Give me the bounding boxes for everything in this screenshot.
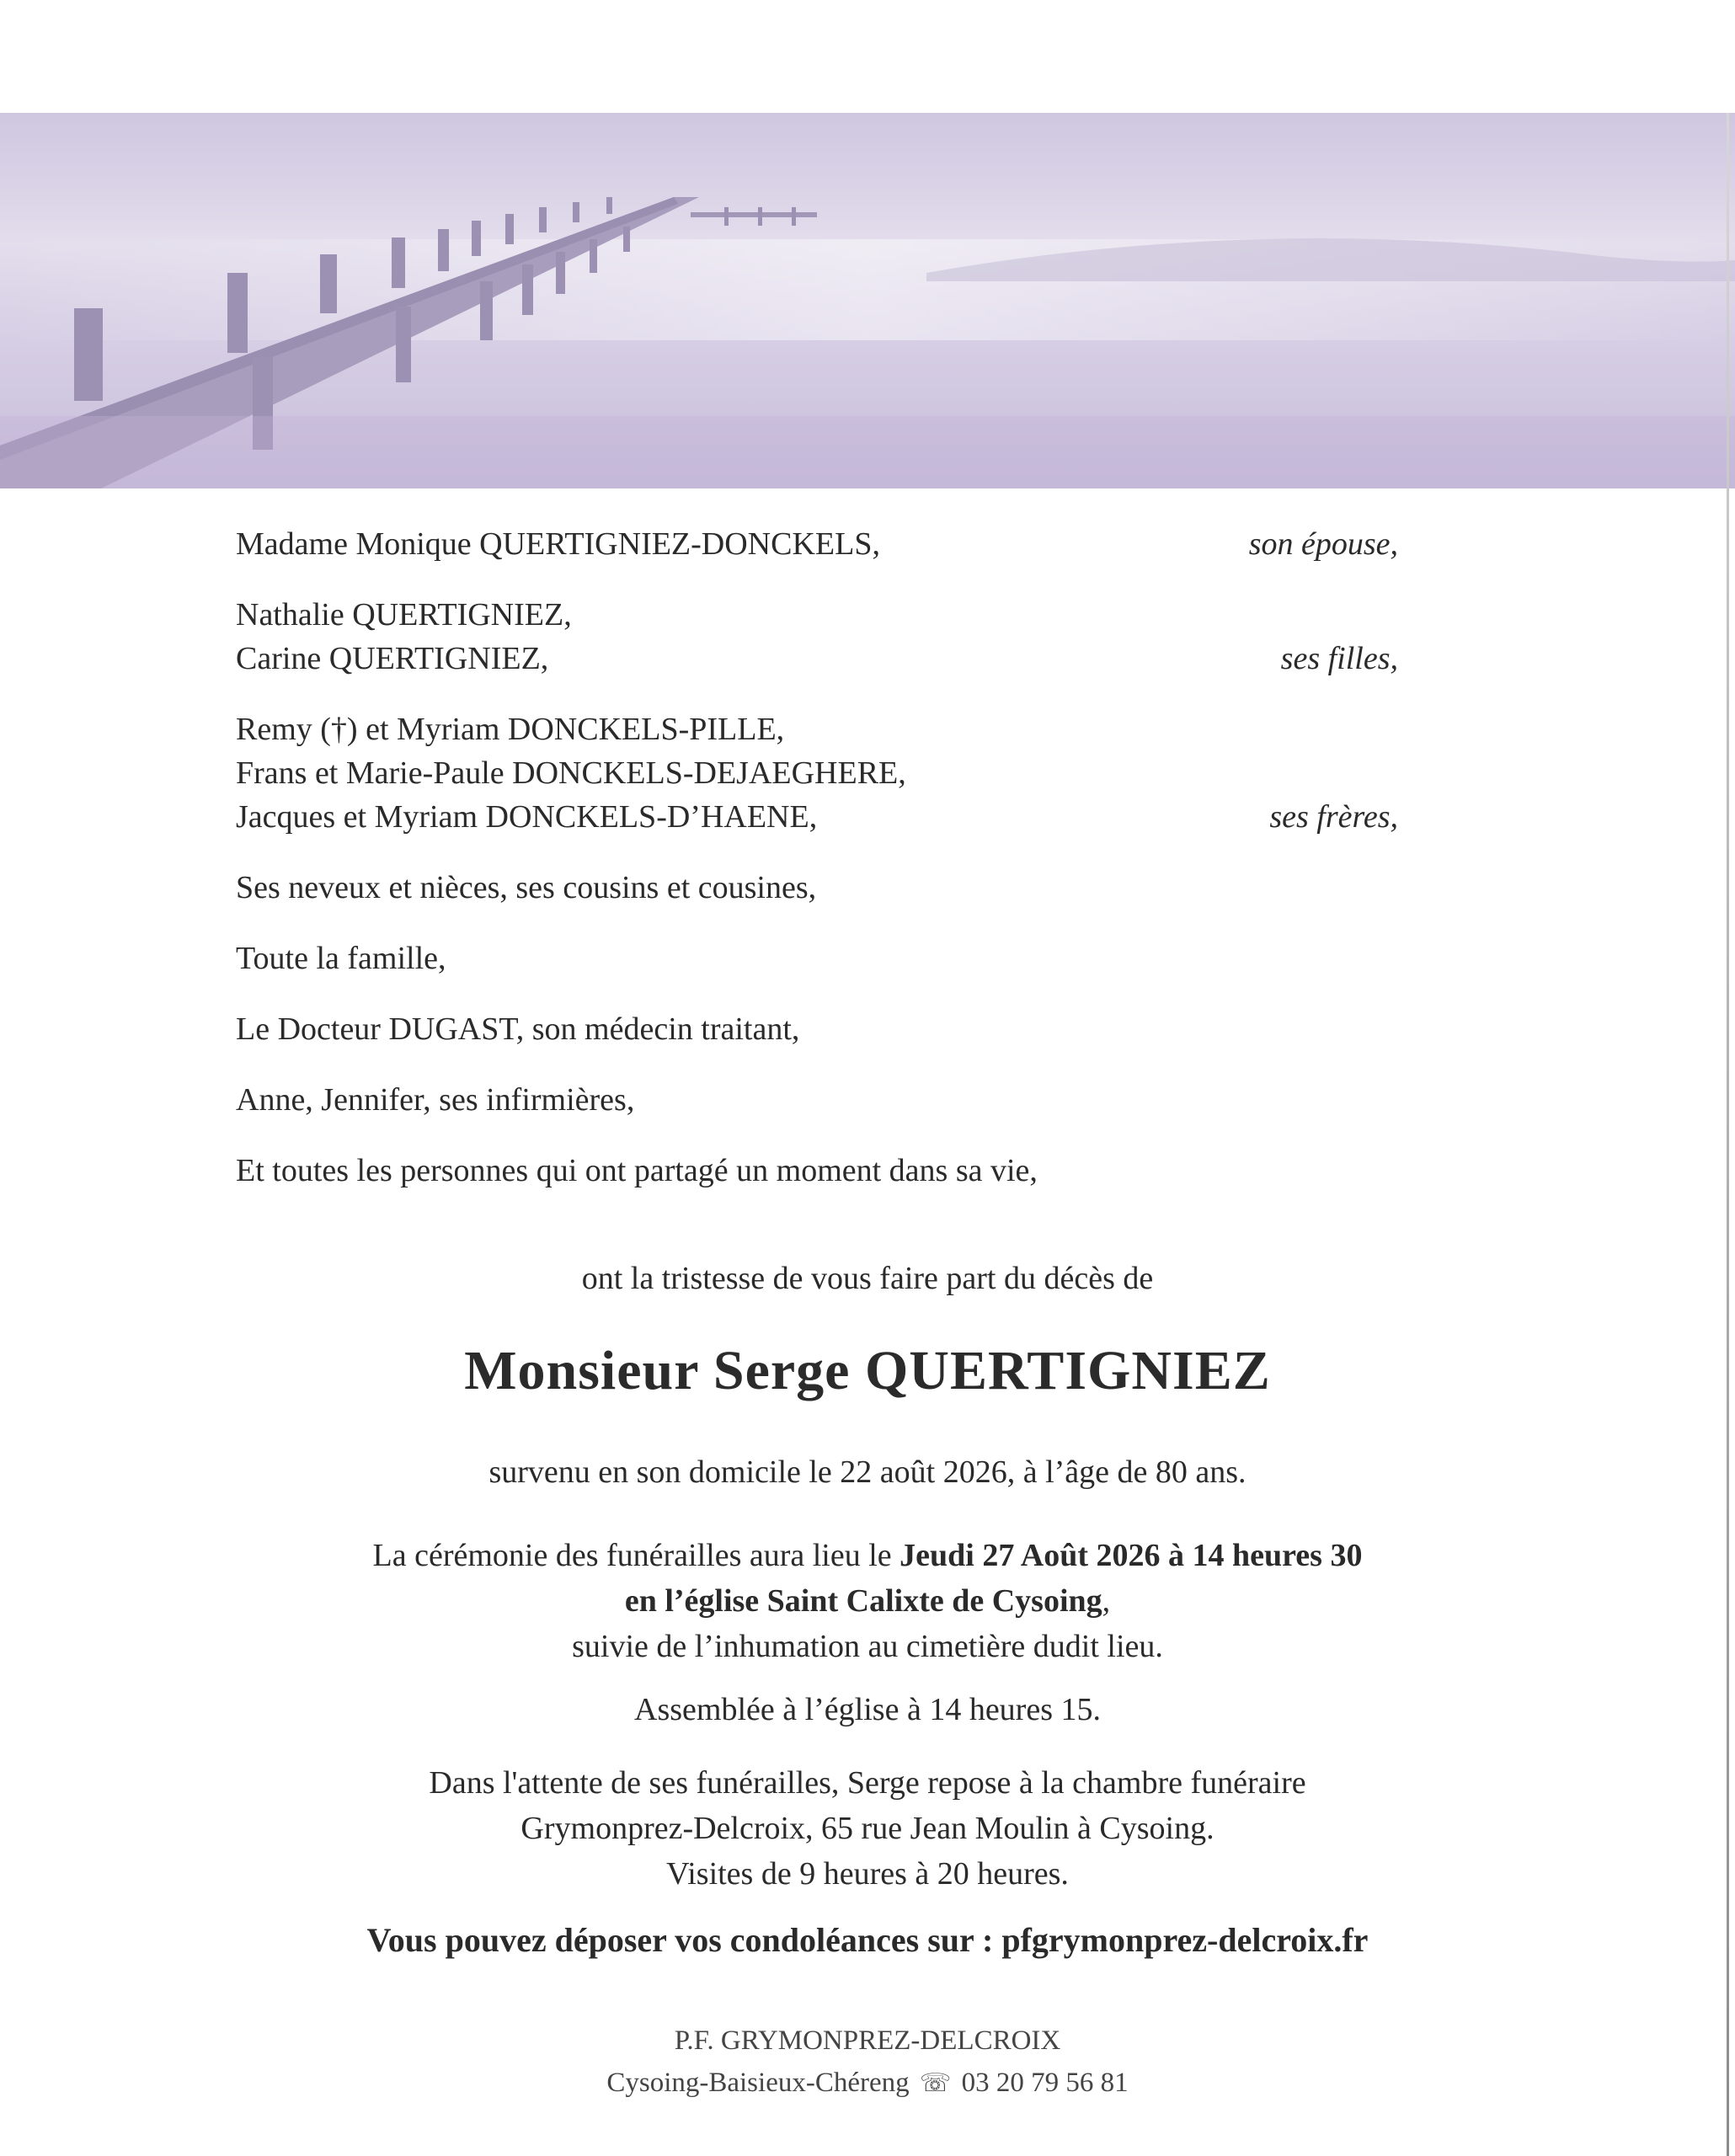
family-group-nephews	[236, 866, 1398, 910]
family-member: Madame Monique QUERTIGNIEZ-DONCKELS,	[236, 526, 880, 562]
family-role: ses filles,	[1280, 641, 1398, 676]
ceremony-line-1	[0, 1533, 1735, 1578]
family-group-spouse	[236, 522, 1398, 566]
family-line	[236, 1007, 1398, 1051]
family-role: ses frères,	[1269, 799, 1398, 835]
family-member: Remy (†) et Myriam DONCKELS-PILLE,	[236, 712, 785, 747]
family-line	[236, 1078, 1398, 1122]
banner-image	[0, 113, 1735, 488]
family-group-nurses	[236, 1078, 1398, 1122]
family-group-doctor	[236, 1007, 1398, 1051]
family-member: Anne, Jennifer, ses infirmières,	[236, 1082, 635, 1118]
ceremony-place: en l’église Saint Calixte de Cysoing	[624, 1583, 1102, 1619]
family-line	[236, 637, 1398, 680]
family-group-all	[236, 937, 1398, 980]
footer-phone: 03 20 79 56 81	[961, 2068, 1129, 2098]
ceremony-block	[0, 1533, 1735, 1669]
visitation-line-1: Dans l'attente de ses funérailles, Serge repose à la chambre funéraire	[429, 1765, 1306, 1801]
family-group-daughters	[236, 593, 1398, 680]
jetty-lake-picture	[0, 113, 1735, 488]
condolences-line: Vous pouvez déposer vos condoléances sur : pfgrymonprez-delcroix.fr	[366, 1921, 1369, 1959]
family-member: Nathalie QUERTIGNIEZ,	[236, 597, 572, 632]
family-member: Le Docteur DUGAST, son médecin traitant,	[236, 1011, 800, 1047]
family-member: Et toutes les personnes qui ont partagé un moment dans sa vie,	[236, 1153, 1038, 1188]
family-line	[236, 593, 1398, 637]
assembly-time: Assemblée à l’église à 14 heures 15.	[634, 1692, 1101, 1727]
family-line	[236, 1149, 1398, 1193]
phone-icon: ☏	[919, 2068, 952, 2098]
family-list	[236, 522, 1398, 1219]
family-member: Ses neveux et nièces, ses cousins et cousines,	[236, 870, 817, 905]
family-line	[236, 751, 1398, 795]
family-line	[236, 866, 1398, 910]
family-group-brothers	[236, 707, 1398, 839]
family-member: Frans et Marie-Paule DONCKELS-DEJAEGHERE,	[236, 755, 906, 791]
ceremony-date: Jeudi 27 Août 2026 à 14 heures 30	[900, 1538, 1363, 1573]
footer-towns: Cysoing-Baisieux-Chéreng	[606, 2068, 910, 2098]
footer-contact	[0, 2062, 1735, 2105]
deceased-name: Monsieur Serge QUERTIGNIEZ	[464, 1340, 1271, 1401]
family-line	[236, 707, 1398, 751]
death-details: survenu en son domicile le 22 août 2026, à l’âge de 80 ans.	[488, 1454, 1247, 1490]
family-member: Toute la famille,	[236, 941, 446, 976]
visitation-block	[0, 1760, 1735, 1897]
announcement-intro: ont la tristesse de vous faire part du décès de	[581, 1261, 1154, 1296]
family-line	[236, 522, 1398, 566]
family-line	[236, 795, 1398, 839]
ceremony-line-2	[0, 1578, 1735, 1624]
visitation-line-3: Visites de 9 heures à 20 heures.	[666, 1856, 1069, 1892]
family-group-others	[236, 1149, 1398, 1193]
ceremony-line-3: suivie de l’inhumation au cimetière dudit lieu.	[572, 1629, 1163, 1664]
ceremony-punct: ,	[1102, 1583, 1111, 1619]
family-line	[236, 937, 1398, 980]
footer	[0, 2020, 1735, 2105]
ceremony-prefix: La cérémonie des funérailles aura lieu le	[372, 1538, 900, 1573]
funeral-company: P.F. GRYMONPREZ-DELCROIX	[674, 2025, 1061, 2056]
family-member: Carine QUERTIGNIEZ,	[236, 641, 549, 676]
visitation-line-2: Grymonprez-Delcroix, 65 rue Jean Moulin à Cysoing.	[520, 1811, 1214, 1846]
family-member: Jacques et Myriam DONCKELS-D’HAENE,	[236, 799, 818, 835]
family-role: son épouse,	[1248, 526, 1398, 562]
